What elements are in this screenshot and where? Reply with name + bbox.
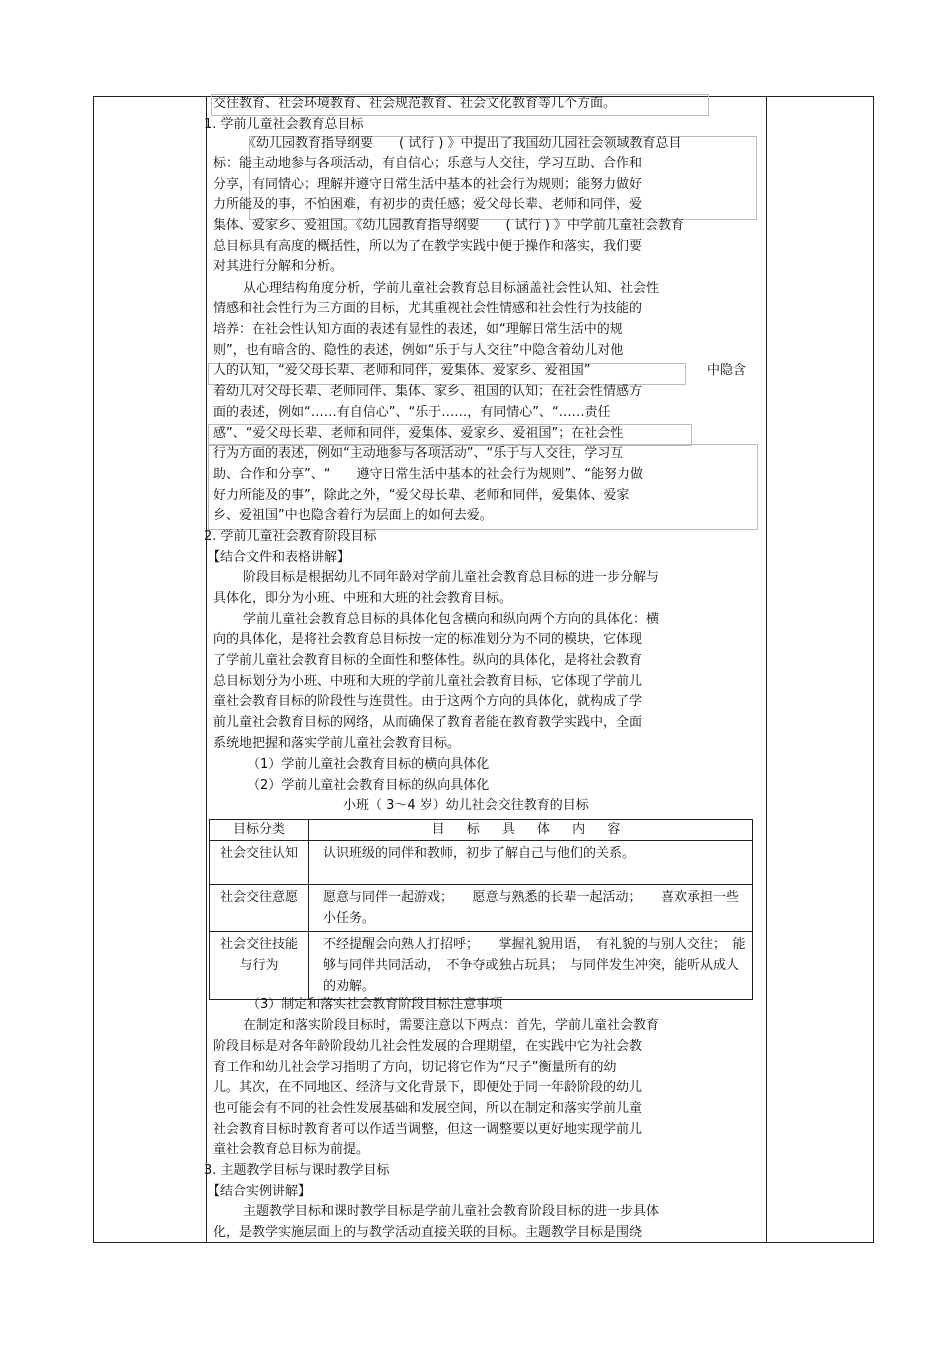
paragraph-line: 童社会教育总目标为前提。 [213,1142,370,1157]
table-header-row [210,820,753,841]
table-row [210,841,753,885]
paragraph-line: 具体化，即分为小班、中班和大班的社会教育目标。 [213,591,513,606]
paragraph-line: 对其进行分解和分析。 [213,259,344,274]
paragraph-line: 面的表述，例如“……有自信心”、“乐于……，有同情心”、“……责任 [213,405,611,420]
row-content: 愿意与同伴一起游戏； 愿意与熟悉的长辈一起活动； 喜欢承担一些小任务。 [309,885,753,932]
paragraph-line: 交往教育、社会环境教育、社会规范教育、社会文化教育等几个方面。 [213,96,617,111]
paragraph-line: 感”、“爱父母长辈、老师和同伴，爱集体、爱家乡、爱祖国”；在社会性 [213,426,624,441]
paragraph-line: 向的具体化，是将社会教育总目标按一定的标准划分为不同的模块，它体现 [213,632,643,647]
section-note: 【结合实例讲解】 [207,1184,312,1199]
paragraph-line: 从心理结构角度分析，学前儿童社会教育总目标涵盖社会性认知、社会性 [243,281,660,296]
paragraph-line: 了学前儿童社会教育目标的全面性和整体性。纵向的具体化，是将社会教育 [213,653,643,668]
paragraph-line: 主题教学目标和课时教学目标是学前儿童社会教育阶段目标的进一步具体 [243,1204,660,1219]
paragraph-line: 童社会教育目标的阶段性与连贯性。由于这两个方向的具体化，就构成了学 [213,694,643,709]
table-row [210,885,753,932]
paragraph-line: 培养：在社会性认知方面的表述有显性的表述，如“理解日常生活中的规 [213,322,623,337]
row-content: 认识班级的同伴和教师，初步了解自己与他们的关系。 [309,841,753,885]
paragraph-line: 标：能主动地参与各项活动，有自信心；乐意与人交往，学习互助、合作和 [213,156,643,171]
row-content: 不经提醒会向熟人打招呼； 掌握礼貌用语， 有礼貌的与别人交往； 能够与同伴共同活动， 不争夺或独占玩具； 与同伴发生冲突，能听从成人的劝解。 [309,932,753,1000]
paragraph-line: 集体、爱家乡、爱祖国。《幼儿园教育指导纲要 ( 试行 ) 》中学前儿童社会教育 [213,218,685,233]
paragraph-line: 好力所能及的事”，除此之外，“爱父母长辈、老师和同伴，爱集体、爱家 [213,488,630,503]
subsection-heading: （2）学前儿童社会教育目标的纵向具体化 [247,778,490,793]
subsection-heading: （3）制定和落实社会教育阶段目标注意事项 [247,997,503,1012]
right-column-divider [766,96,767,1243]
paragraph-line: 乡、爱祖国”中也隐含着行为层面上的如何去爱。 [213,508,493,523]
paragraph-line: 则”，也有暗含的、隐性的表述，例如“乐于与人交往”中隐含着幼儿对他 [213,343,624,358]
header-content: 目 标 具 体 内 容 [309,820,753,841]
goals-table [209,819,753,1000]
paragraph-line: 在制定和落实阶段目标时，需要注意以下两点：首先，学前儿童社会教育 [243,1018,660,1033]
table-row [210,932,753,1000]
paragraph-line: 儿。其次，在不同地区、经济与文化背景下，即便处于同一年龄阶段的幼儿 [213,1080,643,1095]
row-category: 社会交往意愿 [210,885,309,932]
paragraph-line: 也可能会有不同的社会性发展基础和发展空间，所以在制定和落实学前儿童 [213,1101,643,1116]
paragraph-line: 学前儿童社会教育总目标的具体化包含横向和纵向两个方向的具体化：横 [243,612,660,627]
section-heading: 1. 学前儿童社会教育总目标 [204,117,364,132]
header-category: 目标分类 [210,820,309,841]
paragraph-line: 情感和社会性行为三方面的目标，尤其重视社会性情感和社会性行为技能的 [213,301,643,316]
paragraph-line: 阶段目标是根据幼儿不同年龄对学前儿童社会教育总目标的进一步分解与 [243,570,660,585]
paragraph-line: 化，是教学实施层面上的与教学活动直接关联的目标。主题教学目标是围绕 [213,1225,643,1240]
paragraph-line: 力所能及的事，不怕困难，有初步的责任感；爱父母长辈、老师和同伴，爱 [213,197,643,212]
left-column-divider [206,96,207,1243]
paragraph-line: 总目标划分为小班、中班和大班的学前儿童社会教育目标，它体现了学前儿 [213,674,643,689]
paragraph-line: 育工作和幼儿社会学习指明了方向，切记将它作为“尺子”衡量所有的幼 [213,1060,617,1075]
paragraph-line: 阶段目标是对各年龄阶段幼儿社会性发展的合理期望，在实践中它为社会教 [213,1039,643,1054]
paragraph-line: 社会教育目标时教育者可以作适当调整，但这一调整要以更好地实现学前儿 [213,1122,643,1137]
subsection-heading: （1）学前儿童社会教育目标的横向具体化 [247,757,490,772]
paragraph-line: 行为方面的表述，例如“主动地参与各项活动”、“乐于与人交往，学习互 [213,446,624,461]
table-caption: 小班（ 3～4 岁）幼儿社会交往教育的目标 [343,798,589,813]
row-category: 社会交往技能与行为 [210,932,309,1000]
paragraph-line: 助、合作和分享”、“ 遵守日常生活中基本的社会行为规则”、“能努力做 [213,467,643,482]
paragraph-line: 《幼儿园教育指导纲要 ( 试行 ) 》中提出了我国幼儿园社会领域教育总目 [243,136,682,151]
section-heading: 3. 主题教学目标与课时教学目标 [204,1163,390,1178]
paragraph-line: 着幼儿对父母长辈、老师同伴、集体、家乡、祖国的认知；在社会性情感方 [213,384,643,399]
section-note: 【结合文件和表格讲解】 [207,550,351,565]
paragraph-line: 人的认知，“爱父母长辈、老师和同伴，爱集体、爱家乡、爱祖国” [213,363,591,378]
side-note: 中隐含 [707,363,747,378]
paragraph-line: 系统地把握和落实学前儿童社会教育目标。 [213,736,461,751]
section-heading: 2. 学前儿童社会教育阶段目标 [204,529,377,544]
paragraph-line: 前儿童社会教育目标的网络，从而确保了教育者能在教育教学实践中，全面 [213,715,643,730]
paragraph-line: 总目标具有高度的概括性，所以为了在教学实践中便于操作和落实，我们要 [213,239,643,254]
paragraph-line: 分享，有同情心；理解并遵守日常生活中基本的社会行为规则；能努力做好 [213,177,643,192]
row-category: 社会交往认知 [210,841,309,885]
